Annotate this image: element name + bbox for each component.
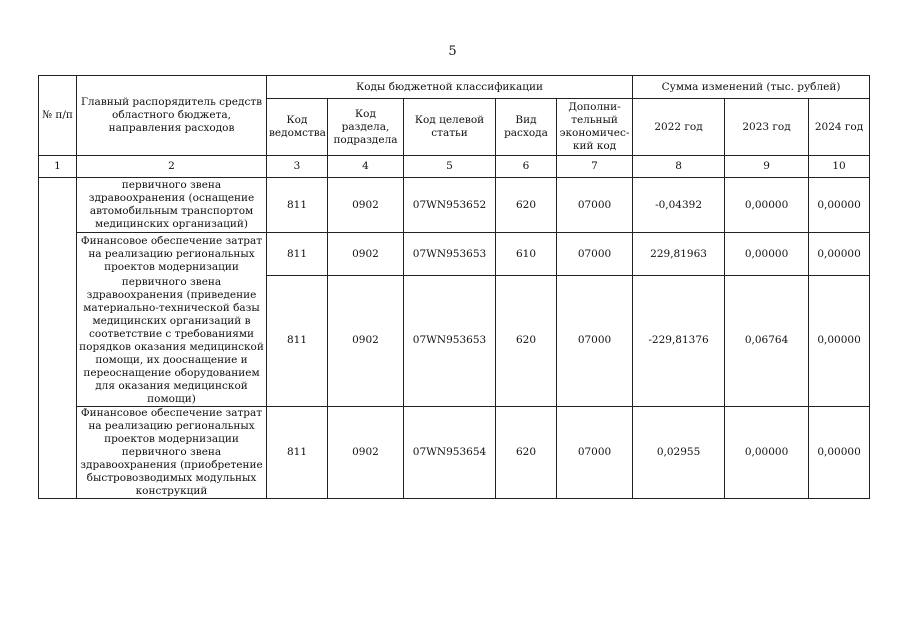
header-code-section: Код раздела, подраздела: [328, 99, 404, 156]
cell-dept: 811: [267, 276, 328, 407]
header-main-admin: Главный распорядитель средств областного бюджета, направления расходов: [77, 76, 267, 156]
header-2023: 2023 год: [725, 99, 809, 156]
header-code-target: Код целевой статьи: [404, 99, 496, 156]
row-number-cell: [39, 178, 77, 499]
header-no: № п/п: [39, 76, 77, 156]
header-budget-codes: Коды бюджетной классификации: [267, 76, 633, 99]
budget-table: [38, 75, 870, 499]
cell-target: 07WN953654: [404, 406, 496, 498]
cell-2024: 0,00000: [809, 178, 870, 233]
table-row: [39, 276, 870, 407]
column-number: 10: [809, 156, 870, 178]
cell-2024: 0,00000: [809, 233, 870, 276]
cell-dept: 811: [267, 178, 328, 233]
cell-section: 0902: [328, 406, 404, 498]
cell-2022: 229,81963: [633, 233, 725, 276]
cell-dept: 811: [267, 406, 328, 498]
header-2024: 2024 год: [809, 99, 870, 156]
page-number: 5: [448, 44, 457, 59]
header-2022: 2022 год: [633, 99, 725, 156]
column-number: 6: [496, 156, 557, 178]
cell-section: 0902: [328, 178, 404, 233]
cell-2023: 0,00000: [725, 233, 809, 276]
cell-section: 0902: [328, 276, 404, 407]
column-number: 5: [404, 156, 496, 178]
cell-2023: 0,06764: [725, 276, 809, 407]
cell-extra: 07000: [557, 233, 633, 276]
row-description: Финансовое обеспечение затрат на реализацию региональных проектов модернизации первичного звена здравоохранения (приобретение быстровозводимых модульных конструкций: [77, 406, 267, 498]
cell-2024: 0,00000: [809, 276, 870, 407]
cell-dept: 811: [267, 233, 328, 276]
cell-type: 620: [496, 178, 557, 233]
table-row: [39, 233, 870, 276]
column-number-row: [39, 156, 870, 178]
column-number: 9: [725, 156, 809, 178]
column-number: 4: [328, 156, 404, 178]
column-number: 1: [39, 156, 77, 178]
column-number: 7: [557, 156, 633, 178]
cell-type: 610: [496, 233, 557, 276]
row-description: первичного звена здравоохранения (оснащение автомобильным транспортом медицинских организаций): [77, 178, 267, 233]
cell-2024: 0,00000: [809, 406, 870, 498]
row-description: Финансовое обеспечение затрат на реализацию региональных проектов модернизации: [77, 233, 267, 276]
column-number: 3: [267, 156, 328, 178]
cell-section: 0902: [328, 233, 404, 276]
column-number: 8: [633, 156, 725, 178]
column-number: 2: [77, 156, 267, 178]
header-row-top: [39, 76, 870, 99]
cell-2023: 0,00000: [725, 178, 809, 233]
row-description: первичного звена здравоохранения (приведение материально-технической базы медицинских организаций в соответствие с требованиями порядков оказания медицинской помощи, их дооснащение и переоснащение оборудованием для оказания медицинской помощи): [77, 276, 267, 407]
cell-2022: -229,81376: [633, 276, 725, 407]
cell-2023: 0,00000: [725, 406, 809, 498]
cell-extra: 07000: [557, 276, 633, 407]
table-row: [39, 178, 870, 233]
cell-2022: 0,02955: [633, 406, 725, 498]
cell-target: 07WN953653: [404, 233, 496, 276]
cell-type: 620: [496, 406, 557, 498]
header-amount-change: Сумма изменений (тыс. рублей): [633, 76, 870, 99]
header-code-dept: Код ведомства: [267, 99, 328, 156]
cell-type: 620: [496, 276, 557, 407]
cell-target: 07WN953652: [404, 178, 496, 233]
cell-extra: 07000: [557, 406, 633, 498]
header-expense-type: Вид расхода: [496, 99, 557, 156]
cell-extra: 07000: [557, 178, 633, 233]
cell-2022: -0,04392: [633, 178, 725, 233]
cell-target: 07WN953653: [404, 276, 496, 407]
table-row: [39, 406, 870, 498]
header-extra-econ-code: Дополни-тельный экономичес-кий код: [557, 99, 633, 156]
